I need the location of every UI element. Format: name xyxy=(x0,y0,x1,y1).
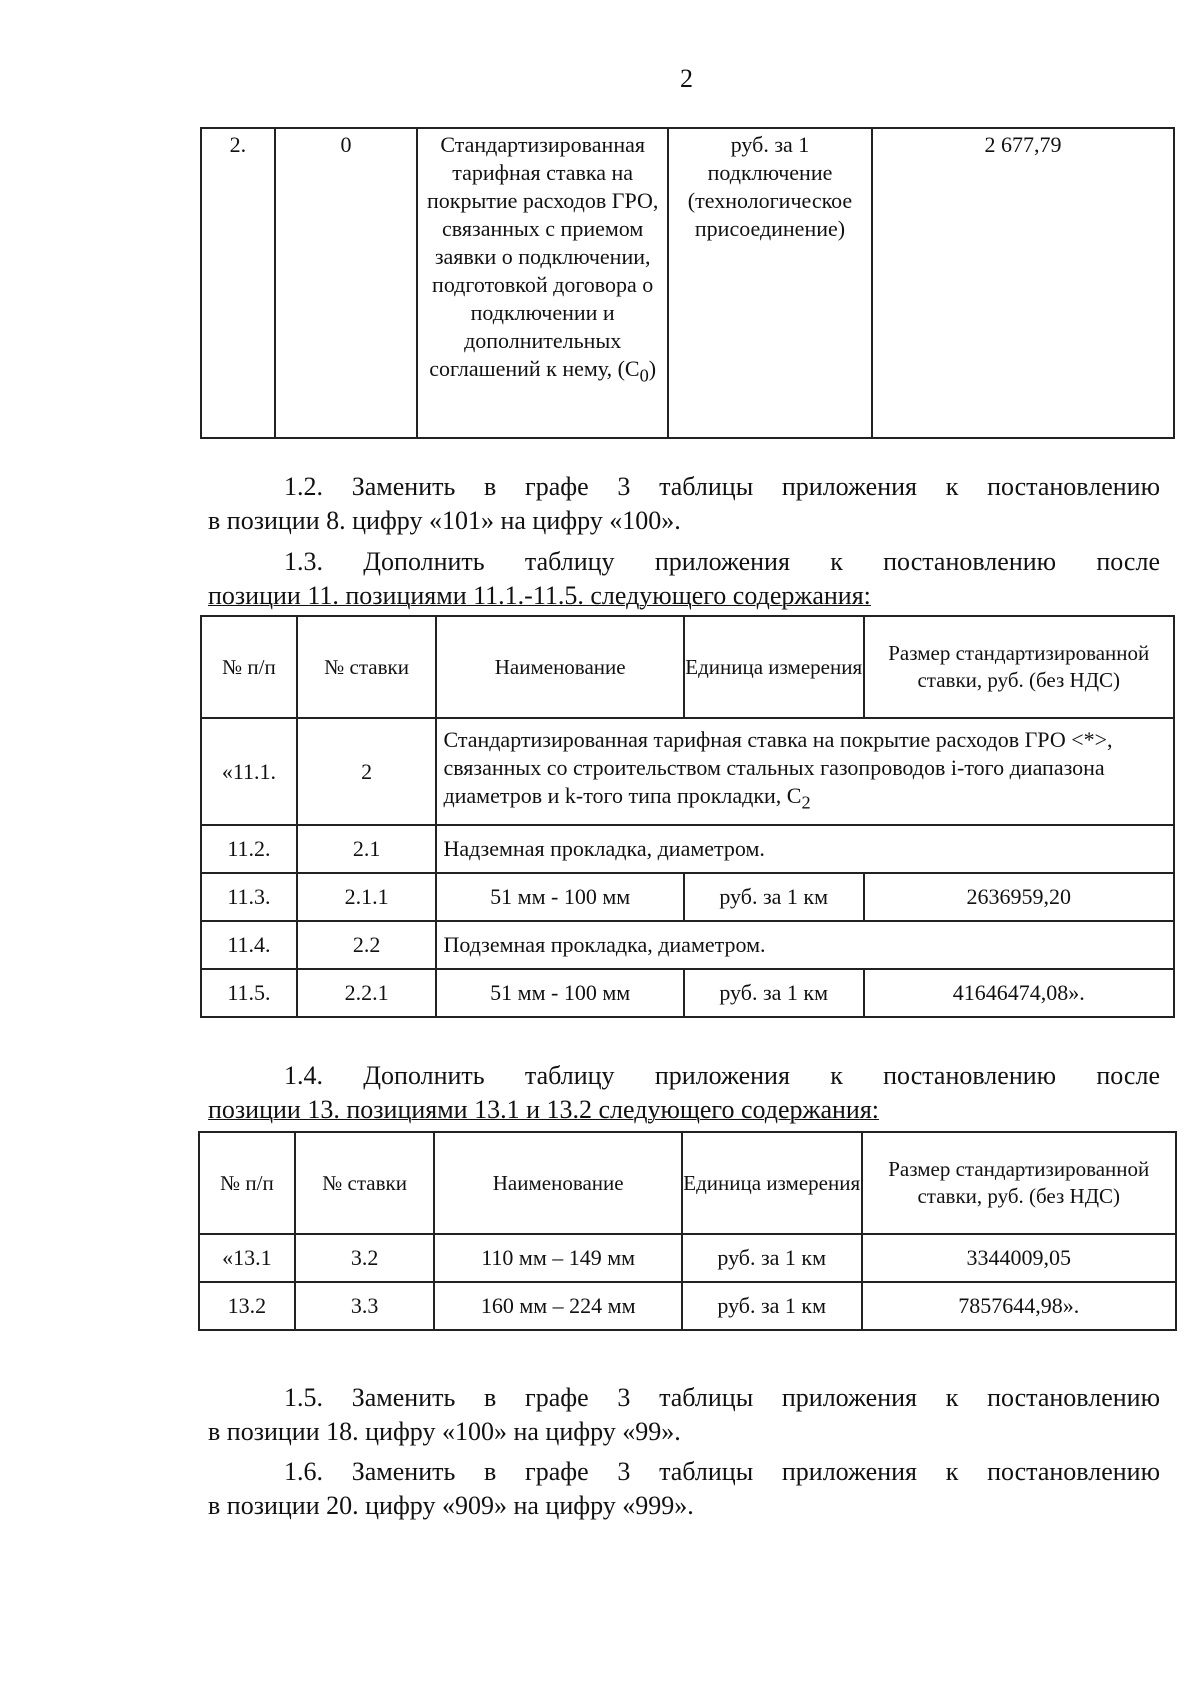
column-header: № ставки xyxy=(297,616,437,718)
cell-name-end: ) xyxy=(648,356,657,381)
cell-rate: 2.1.1 xyxy=(297,873,437,921)
cell-name: 110 мм – 149 мм xyxy=(434,1234,681,1282)
column-header: № ставки xyxy=(295,1132,435,1234)
cell-num: 11.3. xyxy=(201,873,297,921)
cell-name: 51 мм - 100 мм xyxy=(436,969,683,1017)
table-header-row xyxy=(199,1132,1176,1234)
table-row xyxy=(199,1234,1176,1282)
cell-num: 13.2 xyxy=(199,1282,295,1330)
paragraph-line: в позиции 8. цифру «101» на цифру «100». xyxy=(208,506,681,535)
cell-unit: руб. за 1 подключение (технологическое присоединение) xyxy=(668,128,872,438)
cell-value: 2636959,20 xyxy=(864,873,1175,921)
column-header: Размер стандартизированной ставки, руб. (без НДС) xyxy=(862,1132,1176,1234)
cell-value: 3344009,05 xyxy=(862,1234,1176,1282)
cell-rate: 2.1 xyxy=(297,825,437,873)
table-row xyxy=(201,969,1174,1017)
column-header: Единица измерения xyxy=(682,1132,862,1234)
cell-name xyxy=(417,128,668,438)
cell-unit: руб. за 1 км xyxy=(684,873,864,921)
cell-num: 11.2. xyxy=(201,825,297,873)
rates-table-13 xyxy=(198,1131,1177,1331)
cell-num: 11.4. xyxy=(201,921,297,969)
cell-unit: руб. за 1 км xyxy=(684,969,864,1017)
cell-rate: 3.3 xyxy=(295,1282,435,1330)
paragraph-line: 1.6. Заменить в графе 3 таблицы приложения к постановлению xyxy=(284,1457,1160,1486)
cell-name-text: Стандартизированная тарифная ставка на покрытие расходов ГРО, связанных с приемом заявки о подключении, подготовкой договора о подключении и дополнительных соглашений к нему, (С xyxy=(426,132,659,381)
table-row xyxy=(201,718,1174,825)
column-header: Наименование xyxy=(434,1132,681,1234)
cell-num: «13.1 xyxy=(199,1234,295,1282)
cell-value: 7857644,98». xyxy=(862,1282,1176,1330)
cell-rate: 2.2 xyxy=(297,921,437,969)
cell-rate: 2.2.1 xyxy=(297,969,437,1017)
column-header: № п/п xyxy=(201,616,297,718)
cell-unit: руб. за 1 км xyxy=(682,1282,862,1330)
cell-rate: 0 xyxy=(275,128,417,438)
table-row xyxy=(201,128,1174,438)
cell-unit: руб. за 1 км xyxy=(682,1234,862,1282)
paragraph-line: 1.2. Заменить в графе 3 таблицы приложения к постановлению xyxy=(284,472,1160,501)
top-table xyxy=(200,127,1175,439)
cell-rate: 2 xyxy=(297,718,437,825)
cell-value: 2 677,79 xyxy=(872,128,1174,438)
cell-name-text: Стандартизированная тарифная ставка на покрытие расходов ГРО <*>, связанных со строительством стальных газопроводов i-того диапазона диаметров и k-того типа прокладки, C xyxy=(443,727,1113,809)
cell-name: Надземная прокладка, диаметром. xyxy=(436,825,1174,873)
paragraph-line: позиции 13. позициями 13.1 и 13.2 следующего содержания: xyxy=(208,1095,880,1124)
cell-num: 2. xyxy=(201,128,275,438)
paragraph-line: позиции 11. позициями 11.1.-11.5. следующего содержания: xyxy=(208,581,871,610)
table-row xyxy=(201,825,1174,873)
paragraph-line: 1.3. Дополнить таблицу приложения к постановлению после xyxy=(284,547,1160,576)
column-header: Единица измерения xyxy=(684,616,864,718)
paragraph-1-4 xyxy=(208,1059,1160,1127)
table-row xyxy=(201,921,1174,969)
cell-name-subscript: 0 xyxy=(639,365,649,386)
paragraph-1-5 xyxy=(208,1381,1160,1449)
column-header: Наименование xyxy=(436,616,683,718)
table-row xyxy=(201,873,1174,921)
cell-num: 11.5. xyxy=(201,969,297,1017)
cell-rate: 3.2 xyxy=(295,1234,435,1282)
paragraph-line: 1.5. Заменить в графе 3 таблицы приложения к постановлению xyxy=(284,1383,1160,1412)
cell-num: «11.1. xyxy=(201,718,297,825)
cell-value: 41646474,08». xyxy=(864,969,1175,1017)
cell-name: 51 мм - 100 мм xyxy=(436,873,683,921)
paragraph-1-3 xyxy=(208,545,1160,613)
paragraph-line: в позиции 20. цифру «909» на цифру «999». xyxy=(208,1491,694,1520)
paragraph-line: 1.4. Дополнить таблицу приложения к постановлению после xyxy=(284,1061,1160,1090)
page-number: 2 xyxy=(680,64,693,93)
rates-table-11 xyxy=(200,615,1175,1018)
cell-name: 160 мм – 224 мм xyxy=(434,1282,681,1330)
paragraph-line: в позиции 18. цифру «100» на цифру «99». xyxy=(208,1417,681,1446)
paragraph-1-6 xyxy=(208,1455,1160,1523)
cell-name-subscript: 2 xyxy=(801,792,811,813)
cell-name: Подземная прокладка, диаметром. xyxy=(436,921,1174,969)
table-header-row xyxy=(201,616,1174,718)
column-header: № п/п xyxy=(199,1132,295,1234)
column-header: Размер стандартизированной ставки, руб. (без НДС) xyxy=(864,616,1175,718)
cell-name xyxy=(436,718,1174,825)
table-row xyxy=(199,1282,1176,1330)
paragraph-1-2 xyxy=(208,470,1160,538)
